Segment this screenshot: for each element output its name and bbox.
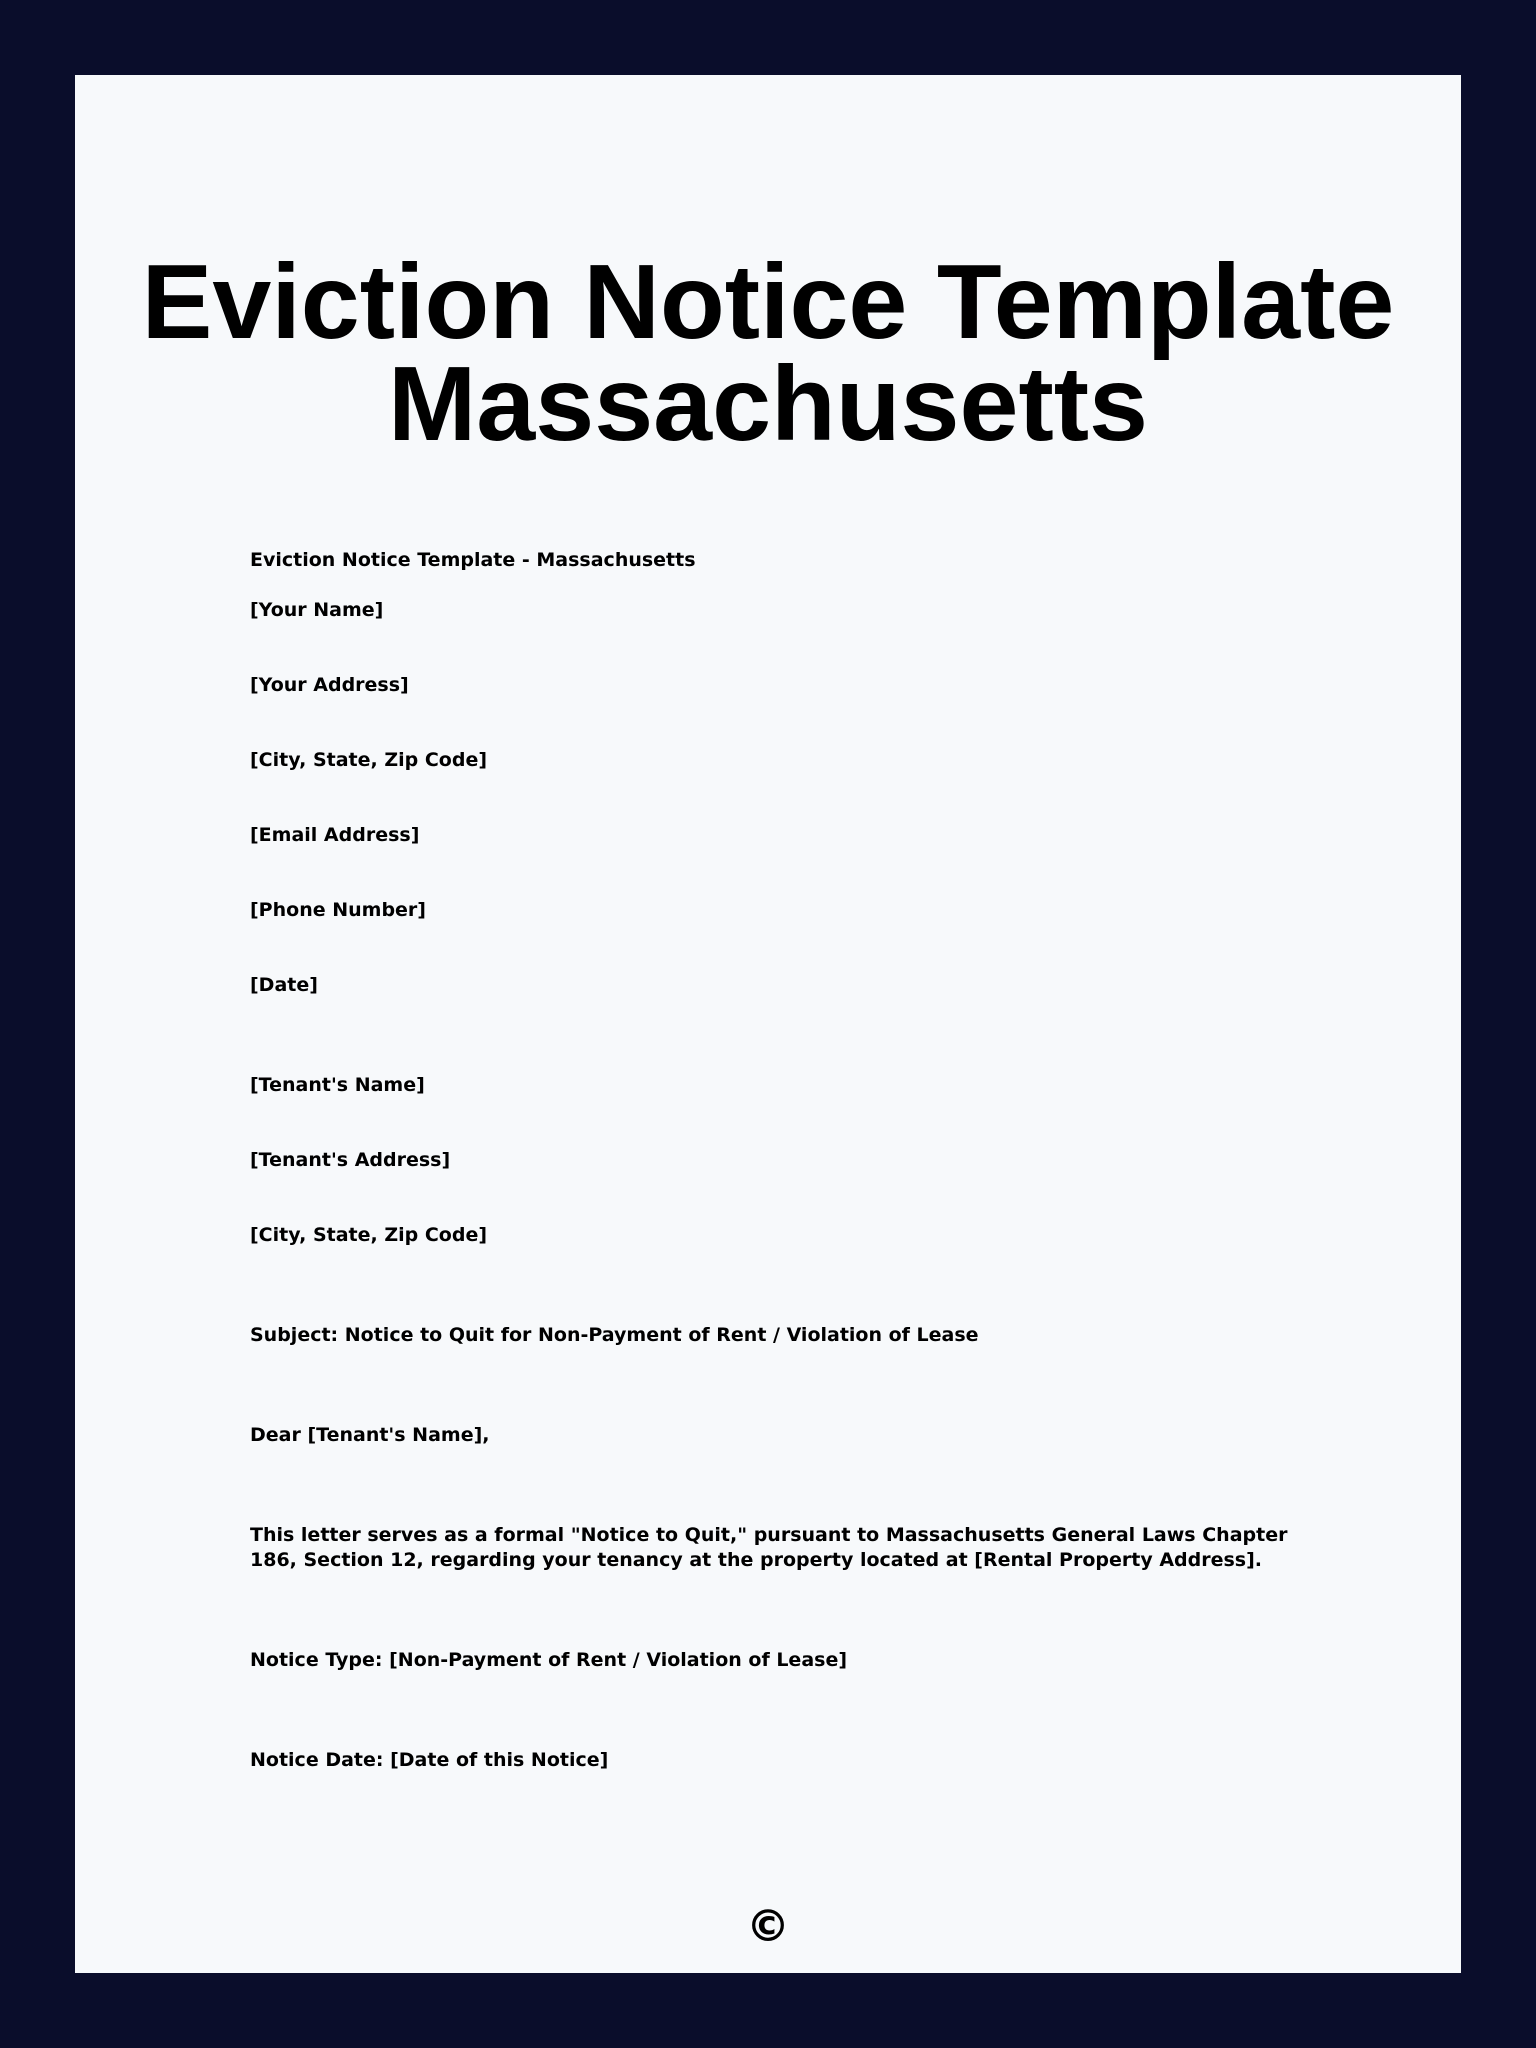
title-line-2: Massachusetts — [387, 345, 1148, 463]
notice-date: Notice Date: [Date of this Notice] — [250, 1749, 609, 1771]
document-title — [75, 243, 1461, 463]
copyright-icon: © — [746, 1901, 790, 1952]
sender-email: [Email Address] — [250, 824, 420, 846]
sender-address: [Your Address] — [250, 674, 409, 696]
salutation: Dear [Tenant's Name], — [250, 1424, 490, 1446]
subject-line: Subject: Notice to Quit for Non-Payment of Rent / Violation of Lease — [250, 1324, 979, 1346]
sender-city-state-zip: [City, State, Zip Code] — [250, 749, 488, 771]
intro-paragraph: This letter serves as a formal "Notice to Quit," pursuant to Massachusetts General Laws Chapter 186, Section 12, regarding your tenancy at the property located at [Rental Property Address]. — [250, 1524, 1288, 1571]
recipient-city-state-zip: [City, State, Zip Code] — [250, 1224, 488, 1246]
recipient-name: [Tenant's Name] — [250, 1074, 425, 1096]
notice-type: Notice Type: [Non-Payment of Rent / Violation of Lease] — [250, 1649, 848, 1671]
sender-phone: [Phone Number] — [250, 899, 426, 921]
recipient-address: [Tenant's Address] — [250, 1149, 451, 1171]
document-sheet — [75, 75, 1461, 1973]
sender-date: [Date] — [250, 974, 318, 996]
document-heading: Eviction Notice Template - Massachusetts — [250, 549, 696, 571]
title-line-1: Eviction Notice Template — [141, 243, 1395, 361]
sender-name: [Your Name] — [250, 599, 384, 621]
